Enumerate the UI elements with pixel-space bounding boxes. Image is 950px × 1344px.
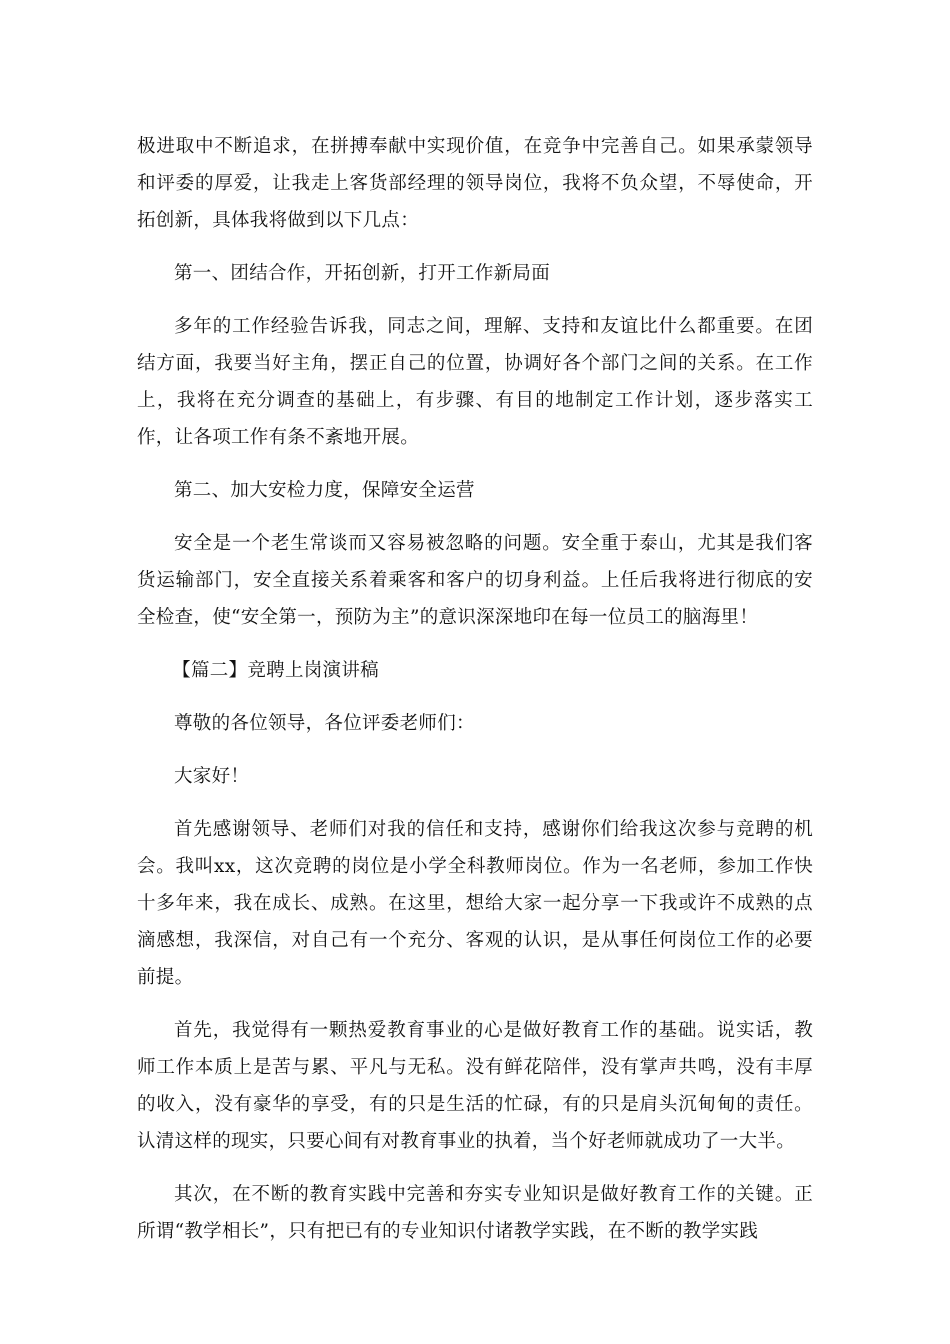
paragraph: 首先，我觉得有一颗热爱教育事业的心是做好教育工作的基础。说实话，教师工作本质上是苦与累、平凡与无私。没有鲜花陪伴，没有掌声共鸣，没有丰厚的收入，没有豪华的享受，有的只是生活的忙碌，有的只是肩头沉甸甸的责任。认清这样的现实，只要心间有对教育事业的执着，当个好老师就成功了一大半。: [137, 1020, 813, 1152]
greeting: 大家好！: [174, 766, 250, 787]
subheading: 第二、加大安检力度，保障安全运营: [174, 480, 475, 501]
paragraph: 首先感谢领导、老师们对我的信任和支持，感谢你们给我这次参与竞聘的机会。我叫xx，这次竞聘的岗位是小学全科教师岗位。作为一名老师，参加工作快十多年来，我在成长、成熟。在这里，想给大家一起分享一下我或许不成熟的点滴感想，我深信，对自己有一个充分、客观的认识，是从事任何岗位工作的必要前提。: [137, 819, 813, 988]
paragraph: 其次，在不断的教育实践中完善和夯实专业知识是做好教育工作的关键。正所谓“教学相长”，只有把已有的专业知识付诸教学实践，在不断的教学实践: [137, 1184, 813, 1242]
paragraph: 极进取中不断追求，在拼搏奉献中实现价值，在竞争中完善自己。如果承蒙领导和评委的厚爱，让我走上客货部经理的领导岗位，我将不负众望，不辱使命，开拓创新，具体我将做到以下几点：: [137, 136, 813, 231]
document-body: [137, 128, 813, 1266]
paragraph: 多年的工作经验告诉我，同志之间，理解、支持和友谊比什么都重要。在团结方面，我要当好主角，摆正自己的位置，协调好各个部门之间的关系。在工作上，我将在充分调查的基础上，有步骤、有目的地制定工作计划，逐步落实工作，让各项工作有条不紊地开展。: [137, 316, 813, 448]
paragraph: 安全是一个老生常谈而又容易被忽略的问题。安全重于泰山，尤其是我们客货运输部门，安全直接关系着乘客和客户的切身利益。上任后我将进行彻底的安全检查，使“安全第一，预防为主”的意识深深地印在每一位员工的脑海里！: [137, 533, 813, 628]
subheading: 第一、团结合作，开拓创新，打开工作新局面: [174, 263, 551, 284]
salutation: 尊敬的各位领导，各位评委老师们：: [174, 713, 475, 734]
section-title: 【篇二】竞聘上岗演讲稿: [172, 660, 379, 681]
